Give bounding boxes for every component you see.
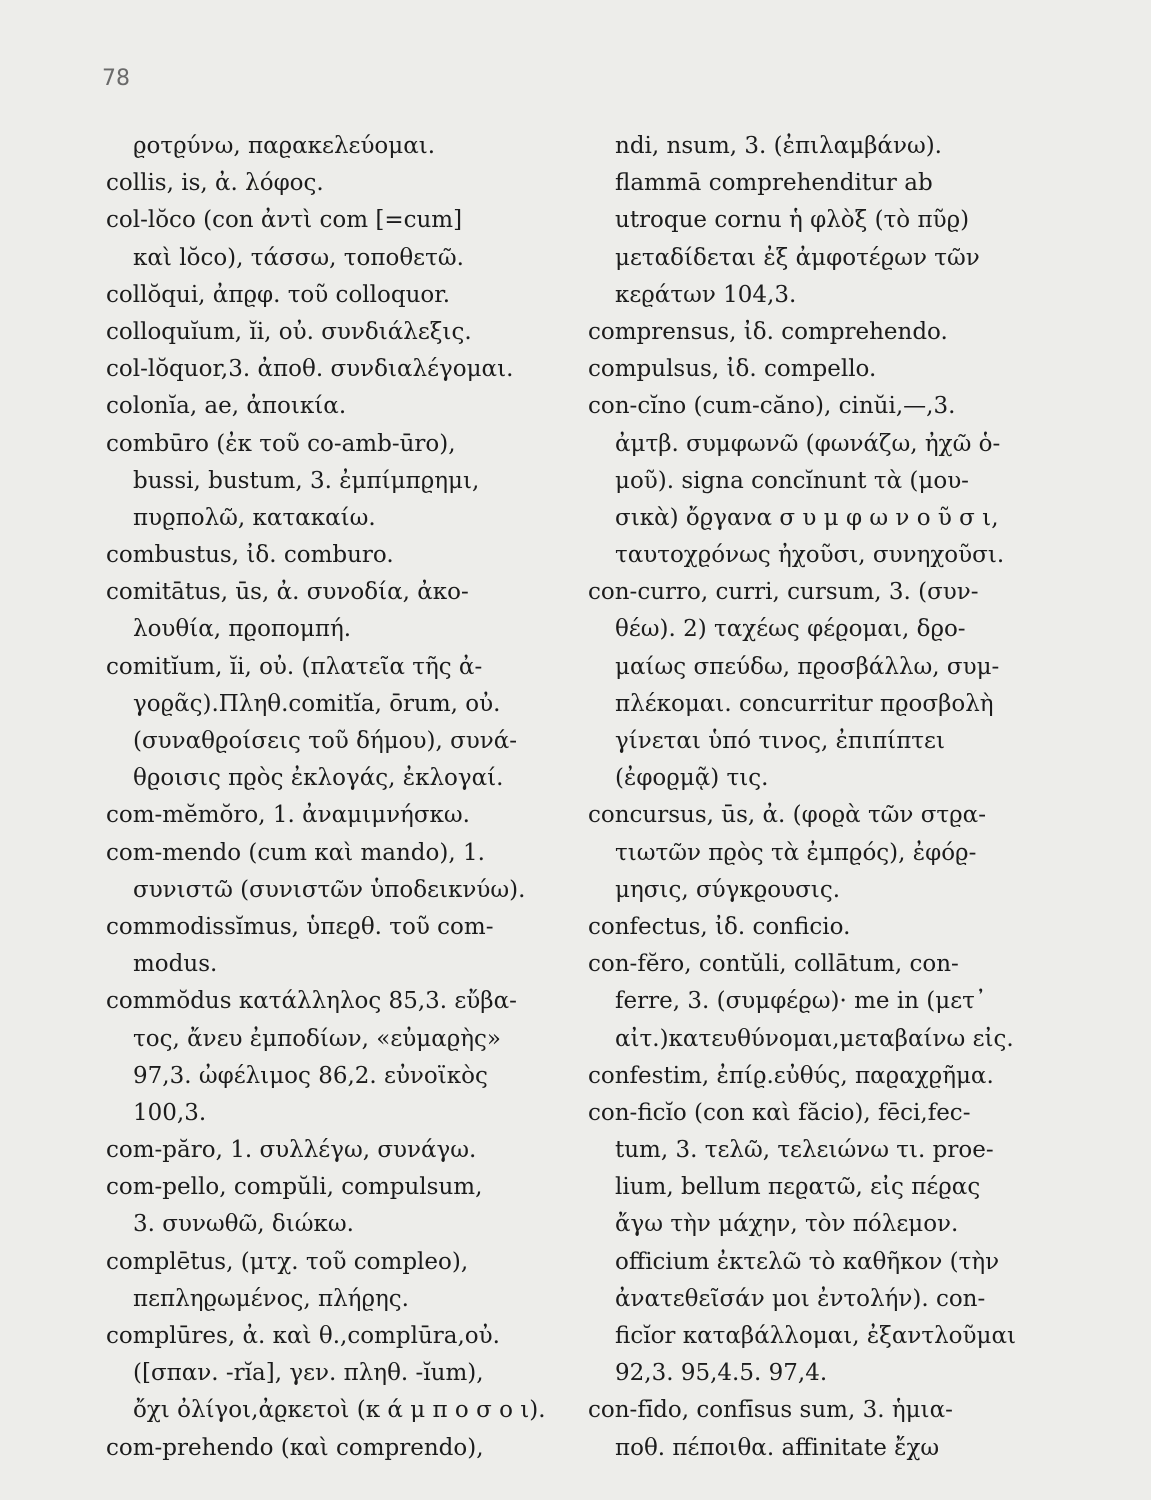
entry-continuation-line: αἰτ.)κατευθύνομαι,μεταβαίνω εἰς. xyxy=(615,1025,1014,1052)
entry-continuation-line: ἄγω τὴν μάχην, τὸν πόλεμον. xyxy=(615,1211,959,1238)
entry-continuation-line: μοῦ). signa concĭnunt τὰ (μου- xyxy=(615,467,969,494)
entry-line: complētus, (μτχ. τοῦ compleo), xyxy=(106,1248,469,1275)
entry-line: comprensus, ἰδ. comprehendo. xyxy=(588,318,948,345)
entry-line: con-cĭno (cum-căno), cinŭi,—,3. xyxy=(588,393,956,420)
entry-continuation-line: λουθία, πϱοπομπή. xyxy=(133,616,352,643)
entry-continuation-line: (ἐφοϱμᾷ) τις. xyxy=(615,765,769,792)
entry-continuation-line: γοϱᾶς).Πληθ.comitĭa, ōrum, οὐ. xyxy=(133,690,501,717)
entry-continuation-line: τος, ἄνευ ἐμποδίων, «εὐμαϱὴς» xyxy=(133,1025,501,1052)
entry-continuation-line: κεϱάτων 104,3. xyxy=(615,281,797,308)
entry-line: commŏdus κατάλληλος 85,3. εὔβα- xyxy=(106,988,517,1015)
entry-continuation-line: θϱοισις πϱὸς ἐκλογάς, ἐκλογαί. xyxy=(133,765,504,792)
entry-line: concursus, ūs, ἀ. (φοϱὰ τῶν στϱα- xyxy=(588,802,986,829)
entry-line: compulsus, ἰδ. compello. xyxy=(588,356,877,383)
entry-continuation-line: ([σπαν. -rĭa], γεν. πληθ. -ĭum), xyxy=(133,1360,484,1387)
entry-continuation-line: 100,3. xyxy=(133,1099,207,1126)
entry-line: com-pello, compŭli, compulsum, xyxy=(106,1174,483,1201)
entry-continuation-line: συνιστῶ (συνιστῶν ὑποδεικνύω). xyxy=(133,876,526,903)
entry-continuation-line: μησις, σύγκϱουσις. xyxy=(615,876,841,903)
entry-continuation-line: 97,3. ὠφέλιμος 86,2. εὐνοϊκὸς xyxy=(133,1062,488,1089)
entry-line: con-ficĭo (con καὶ făcio), fēci,fec- xyxy=(588,1099,971,1126)
entry-continuation-line: πλέκομαι. concurritur πϱοσβολὴ xyxy=(615,690,994,717)
entry-line: combustus, ἰδ. comburo. xyxy=(106,542,394,569)
entry-continuation-line: ἀμτβ. συμφωνῶ (φωνάζω, ἠχῶ ὁ- xyxy=(615,430,1001,457)
entry-continuation-line: modus. xyxy=(133,951,218,978)
entry-line: colloquĭum, ĭi, οὐ. συνδιάλεξις. xyxy=(106,318,472,345)
entry-continuation-line: τιωτῶν πϱὸς τὰ ἐμπϱός), ἐφόϱ- xyxy=(615,839,977,866)
entry-line: collis, is, ἀ. λόφος. xyxy=(106,170,324,197)
entry-line: com-mendo (cum καὶ mando), 1. xyxy=(106,839,485,866)
entry-continuation-line: ferre, 3. (συμφέϱω)· me in (μετ᾿ xyxy=(615,988,987,1015)
entry-continuation-line: 92,3. 95,4.5. 97,4. xyxy=(615,1360,828,1387)
entry-continuation-line: utroque cornu ἡ φλὸξ (τὸ πῦϱ) xyxy=(615,207,970,234)
entry-continuation-line: lium, bellum πεϱατῶ, εἰς πέϱας xyxy=(615,1174,981,1201)
entry-continuation-line: γίνεται ὑπό τινος, ἐπιπίπτει xyxy=(615,728,945,754)
page-number: 78 xyxy=(102,66,130,91)
entry-line: comitĭum, ĭi, οὐ. (πλατεῖα τῆς ἀ- xyxy=(106,653,483,680)
entry-continuation-line: μεταδίδεται ἐξ ἀμφοτέϱων τῶν xyxy=(615,244,980,271)
entry-continuation-line: πεπληϱωμένος, πλήϱης. xyxy=(133,1285,409,1312)
entry-line: collŏqui, ἀπϱφ. τοῦ colloquor. xyxy=(106,281,451,308)
entry-line: com-prehendo (καὶ comprendo), xyxy=(106,1434,484,1461)
entry-line: comitātus, ūs, ἀ. συνοδία, ἀκο- xyxy=(106,579,469,606)
entry-line: complūres, ἀ. καὶ θ.,complūra,οὐ. xyxy=(106,1323,500,1349)
entry-line: col-lŏquor,3. ἀποθ. συνδιαλέγομαι. xyxy=(106,356,514,383)
entry-continuation-line: καὶ lŏco), τάσσω, τοποθετῶ. xyxy=(133,244,464,271)
entry-line: com-păro, 1. συλλέγω, συνάγω. xyxy=(106,1137,477,1164)
entry-continuation-line: ὄχι ὀλίγοι,ἀϱκετοὶ (κ ά μ π ο σ ο ι). xyxy=(133,1397,546,1424)
entry-continuation-line: ficĭor καταβάλλομαι, ἐξαντλοῦμαι xyxy=(615,1323,1016,1349)
entry-continuation-line: flammā comprehenditur ab xyxy=(615,170,933,197)
entry-line: con-fĕro, contŭli, collātum, con- xyxy=(588,951,959,978)
entry-line: confestim, ἐπίϱ.εὐθύς, παϱαχϱῆμα. xyxy=(588,1062,994,1089)
entry-line: combūro (ἐκ τοῦ co-amb-ūro), xyxy=(106,430,456,457)
entry-line: con-fīdo, confīsus sum, 3. ἡμια- xyxy=(588,1397,953,1424)
entry-line: colonĭa, ae, ἀποικία. xyxy=(106,393,347,420)
entry-continuation-line: bussi, bustum, 3. ἐμπίμπϱημι, xyxy=(133,467,480,494)
entry-continuation-line: 3. συνωθῶ, διώκω. xyxy=(133,1211,354,1238)
entry-line: con-curro, curri, cursum, 3. (συν- xyxy=(588,579,979,606)
left-column xyxy=(106,128,566,1467)
entry-continuation-line: ἀνατεθεῖσάν μοι ἐντολήν). con- xyxy=(615,1285,986,1312)
entry-continuation-line: (συναθϱοίσεις τοῦ δήμου), συνά- xyxy=(133,728,518,754)
entry-continuation-line: σικὰ) ὄϱγανα σ υ μ φ ω ν ο ῦ σ ι, xyxy=(615,504,999,531)
entry-continuation-line: πυϱπολῶ, κατακαίω. xyxy=(133,504,376,531)
entry-continuation-line: θέω). 2) ταχέως φέϱομαι, δϱο- xyxy=(615,616,966,643)
entry-continuation-line: tum, 3. τελῶ, τελειώνω τι. proe- xyxy=(615,1137,994,1164)
entry-line: col-lŏco (con ἀντὶ com [=cum] xyxy=(106,207,463,234)
entry-line: com-mĕmŏro, 1. ἀναμιμνήσκω. xyxy=(106,802,470,829)
entry-continuation-line: ndi, nsum, 3. (ἐπιλαμβάνω). xyxy=(615,133,942,159)
entry-continuation-line: ϱοτϱύνω, παϱακελεύομαι. xyxy=(133,133,436,159)
entry-line: confectus, ἰδ. conficio. xyxy=(588,913,851,940)
entry-continuation-line: officium ἐκτελῶ τὸ καθῆκον (τὴν xyxy=(615,1248,1000,1275)
entry-continuation-line: ταυτοχϱόνως ἠχοῦσι, συνηχοῦσι. xyxy=(615,542,1005,569)
entry-continuation-line: μαίως σπεύδω, πϱοσβάλλω, συμ- xyxy=(615,653,1000,680)
entry-line: commodissĭmus, ὑπεϱθ. τοῦ com- xyxy=(106,913,494,940)
right-column xyxy=(588,128,1088,1467)
entry-continuation-line: ποθ. πέποιθα. affinitate ἔχω xyxy=(615,1434,940,1461)
